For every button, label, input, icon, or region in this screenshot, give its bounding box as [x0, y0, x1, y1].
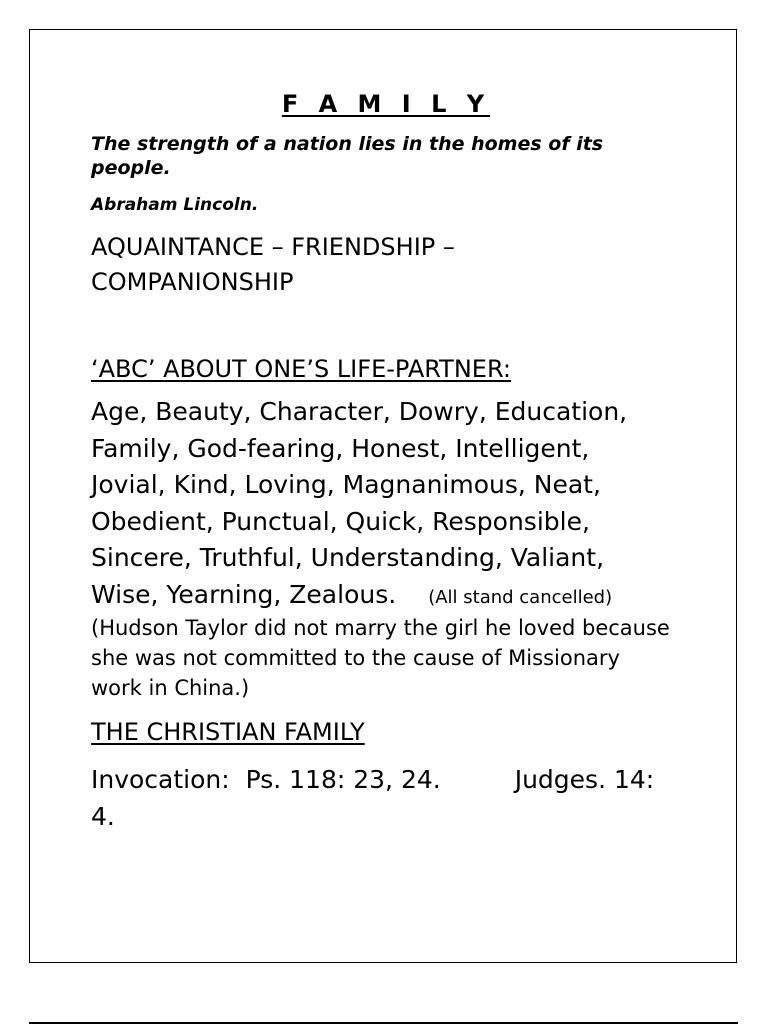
invocation-line	[91, 761, 671, 835]
lincoln-quote: The strength of a nation lies in the homes of its people.	[91, 133, 604, 179]
abc-qualities-paragraph	[91, 394, 671, 616]
abc-heading: ‘ABC’ ABOUT ONE’S LIFE-PARTNER:	[91, 355, 511, 383]
abc-cancelled-note: (All stand cancelled)	[428, 586, 613, 608]
page-title: F A M I L Y	[281, 90, 491, 118]
quote-author: Abraham Lincoln.	[91, 195, 259, 215]
hudson-taylor-note: (Hudson Taylor did not marry the girl he loved because she was not committed to the cause of Missionary work in China.)	[91, 616, 670, 700]
relationship-stages-headline: AQUAINTANCE – FRIENDSHIP – COMPANIONSHIP	[91, 233, 455, 296]
document-content	[91, 90, 691, 835]
invocation-ref-psalms: Ps. 118: 23, 24.	[245, 765, 441, 794]
invocation-ref-judges: Judges. 14: 4.	[91, 765, 655, 831]
abc-qualities-list: Age, Beauty, Character, Dowry, Education, Family, God-fearing, Honest, Intelligent, Jovial, Kind, Loving, Magnanimous, Neat, Obedient, Punctual, Quick, Responsible, Sincere, Truthful, Understanding, Valiant, Wise, Yearning, Zealous.	[91, 397, 628, 609]
invocation-label: Invocation:	[91, 765, 230, 794]
christian-family-heading: THE CHRISTIAN FAMILY	[91, 718, 365, 746]
